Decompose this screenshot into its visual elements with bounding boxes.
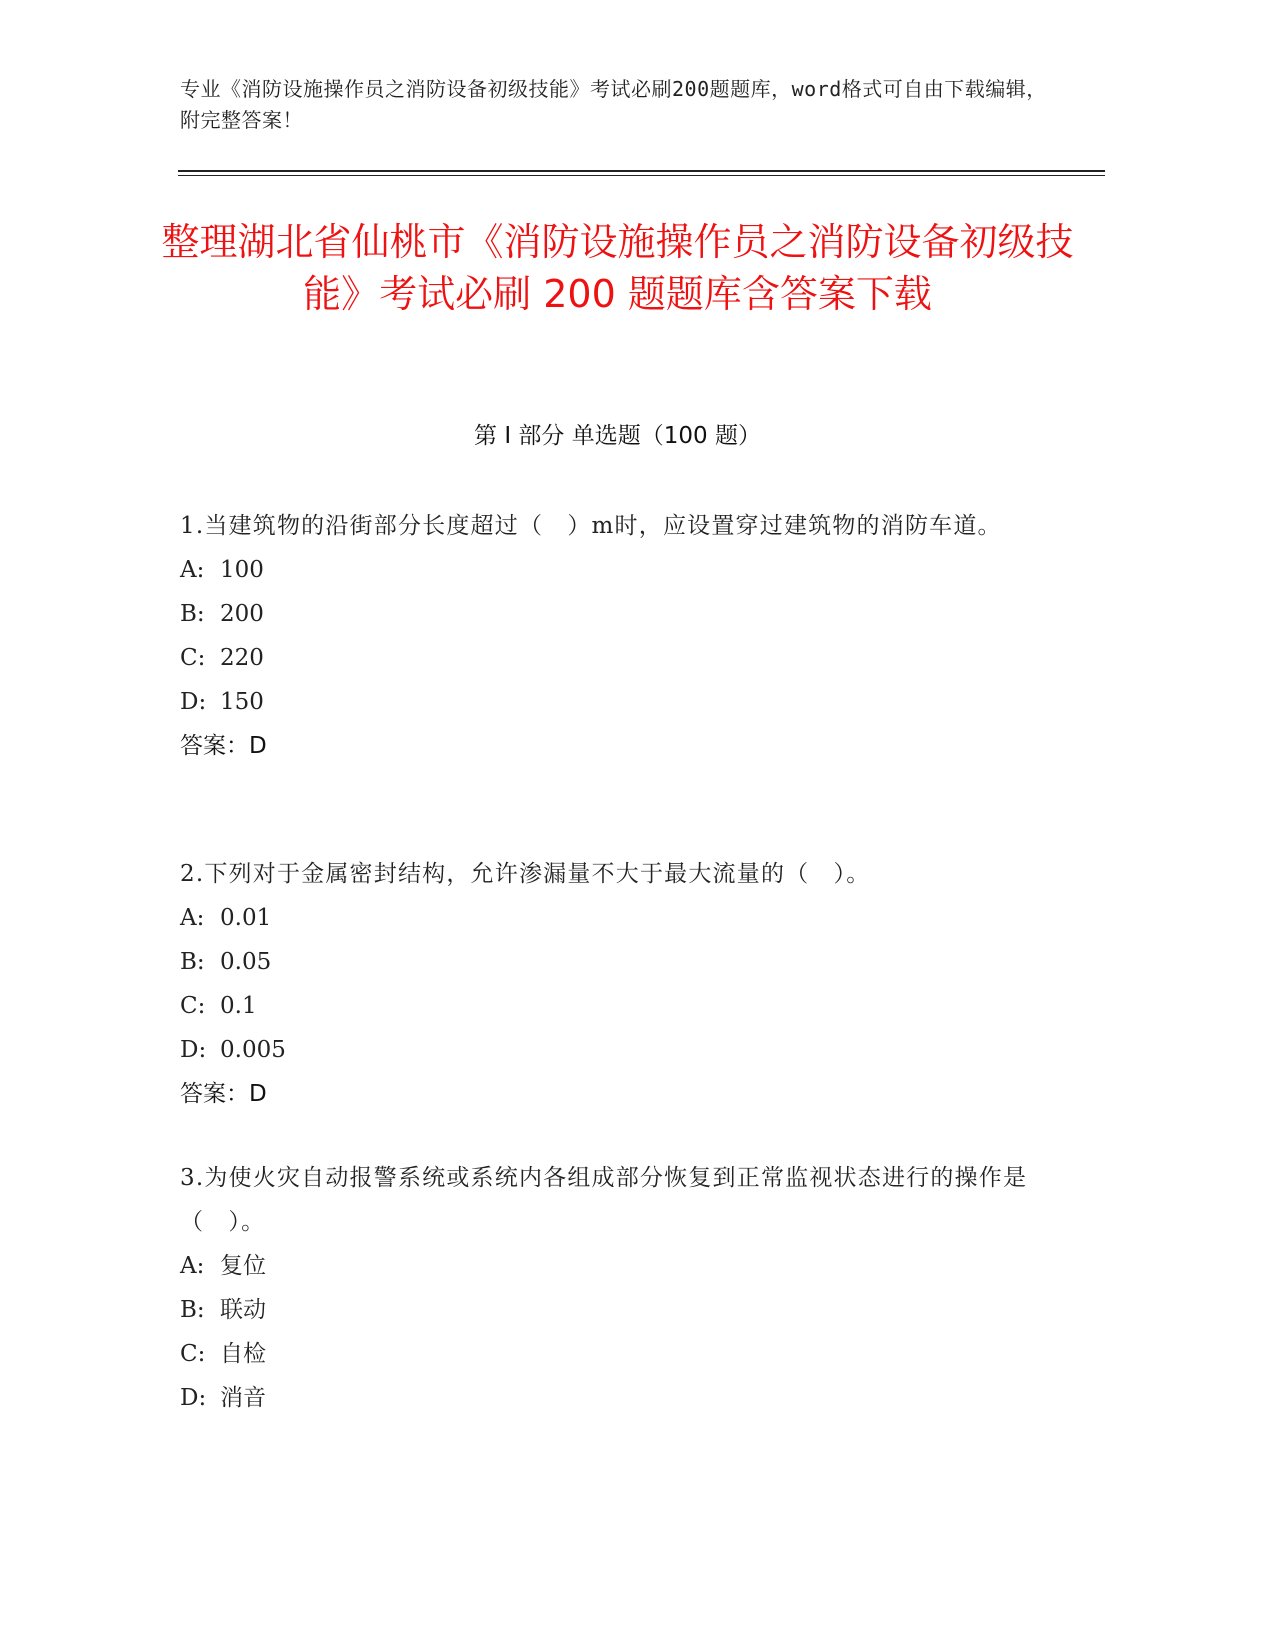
option-text: 200 [220, 601, 264, 627]
question-stem: 2.下列对于金属密封结构，允许渗漏量不大于最大流量的（ ）。 [180, 861, 871, 887]
option-text: 复位 [220, 1253, 266, 1279]
option-c [180, 984, 1060, 1028]
option-label: D: [180, 1037, 207, 1063]
option-c [180, 1332, 1060, 1376]
option-text: 0.005 [220, 1037, 286, 1063]
option-label: A: [180, 1253, 205, 1279]
option-c [180, 636, 1060, 680]
option-b [180, 592, 1060, 636]
option-text: 220 [220, 645, 264, 671]
question-2 [180, 852, 1060, 1116]
option-label: B: [180, 949, 205, 975]
option-d [180, 1028, 1060, 1072]
option-text: 自检 [220, 1341, 266, 1367]
question-stem: 1.当建筑物的沿街部分长度超过（ ）m时，应设置穿过建筑物的消防车道。 [180, 513, 1002, 539]
document-title: 整理湖北省仙桃市《消防设施操作员之消防设备初级技能》考试必刷 200 题题库含答案下载 [161, 220, 1074, 316]
option-label: C: [180, 645, 206, 671]
header-divider-thick [178, 170, 1105, 172]
option-label: D: [180, 689, 207, 715]
question-3 [180, 1156, 1060, 1420]
option-label: B: [180, 1297, 205, 1323]
option-text: 0.05 [220, 949, 272, 975]
option-d [180, 680, 1060, 724]
option-label: A: [180, 905, 205, 931]
option-text: 150 [220, 689, 264, 715]
option-a [180, 548, 1060, 592]
option-text: 100 [220, 557, 264, 583]
option-label: C: [180, 1341, 206, 1367]
header-divider-thin [178, 175, 1105, 176]
option-text: 0.1 [220, 993, 257, 1019]
section-heading: 第 I 部分 单选题（100 题） [474, 423, 761, 449]
answer: 答案：D [180, 1081, 267, 1107]
option-b [180, 940, 1060, 984]
option-label: B: [180, 601, 205, 627]
option-text: 联动 [220, 1297, 266, 1323]
option-a [180, 1244, 1060, 1288]
option-text: 消音 [220, 1385, 266, 1411]
option-label: D: [180, 1385, 207, 1411]
question-1 [180, 504, 1060, 768]
option-label: A: [180, 557, 205, 583]
question-stem: 3.为使火灾自动报警系统或系统内各组成部分恢复到正常监视状态进行的操作是（ ）。 [180, 1165, 1028, 1235]
header-note: 专业《消防设施操作员之消防设备初级技能》考试必刷200题题库，word格式可自由下载编辑，附完整答案！ [180, 77, 1047, 132]
option-d [180, 1376, 1060, 1420]
option-label: C: [180, 993, 206, 1019]
option-a [180, 896, 1060, 940]
answer: 答案：D [180, 733, 267, 759]
option-b [180, 1288, 1060, 1332]
option-text: 0.01 [220, 905, 272, 931]
